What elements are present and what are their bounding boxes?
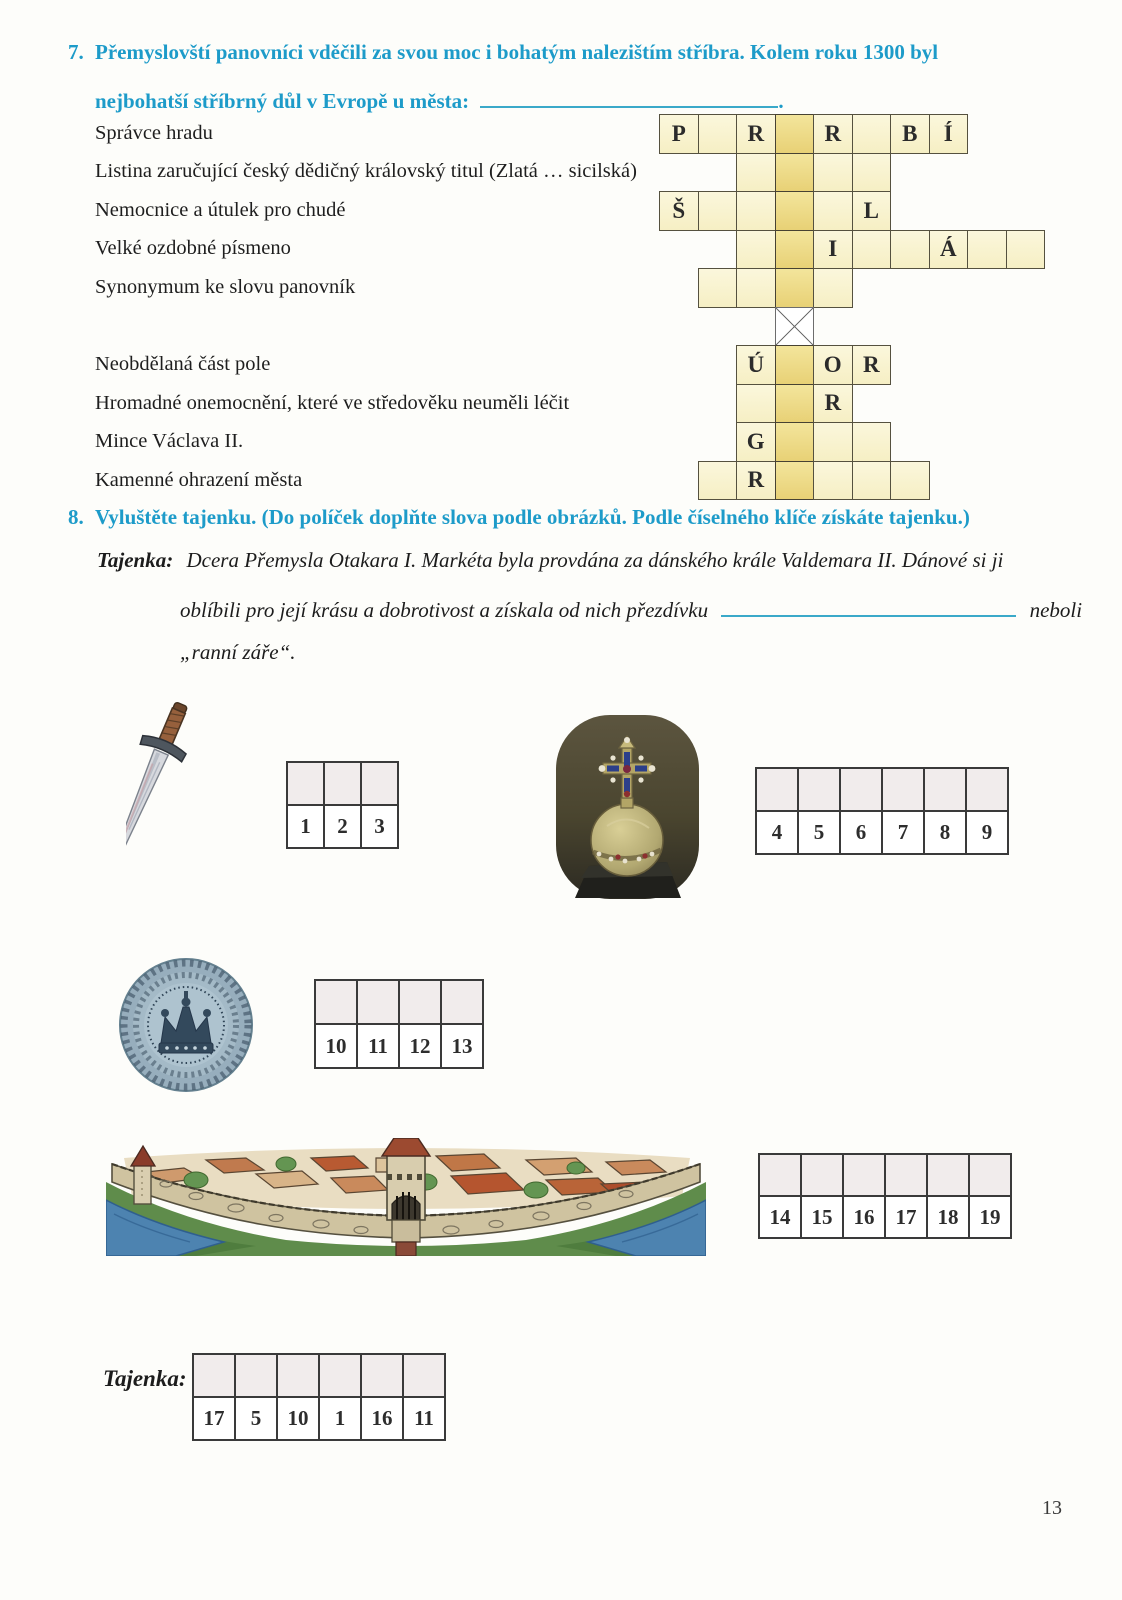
answer-letter-cell [797,767,841,812]
answer-letter-cell [881,767,925,812]
clue-listina: Listina zaručující český dědičný královský titul (Zlatá … sicilská) [95,160,637,182]
clue-ohrazeni: Kamenné ohrazení města [95,469,303,491]
clue-pismeno: Velké ozdobné písmeno [95,237,291,259]
crossword-cell [736,384,776,424]
answer-letter-cell [318,1353,362,1398]
crossword-cell [736,153,776,193]
key-number-cell: 19 [968,1195,1012,1239]
crossword-cell [813,422,853,462]
answer-blank-nickname [721,594,1016,617]
crossword-solution-cell [775,230,815,270]
key-number-cell: 11 [402,1396,446,1441]
answer-letter-cell [234,1353,278,1398]
answer-letter-cell [314,979,358,1025]
crossword-solution-cell [775,191,815,231]
question-7-title-line1: Přemyslovští panovníci vděčili za svou moc i bohatým nalezištím stříbra. Kolem roku 1300 byl [95,40,939,64]
crossword-cell: Á [929,230,969,270]
crossword-blocked-cell [775,307,815,347]
answer-letter-cell [286,761,325,806]
key-number-cell: 1 [286,804,325,849]
tajenka-paragraph-line1 [97,548,1003,573]
crossword-cell [890,461,930,501]
key-number-cell: 16 [842,1195,886,1239]
answer-letter-cell [276,1353,320,1398]
answer-letter-cell [398,979,442,1025]
key-number-cell: 12 [398,1023,442,1069]
answer-letter-cell [758,1153,802,1197]
key-number-cell: 6 [839,810,883,855]
crossword-cell [698,114,738,154]
page-number: 13 [1042,1497,1062,1519]
crossword-cell: G [736,422,776,462]
crossword-solution-cell [775,114,815,154]
question-8-number: 8. [68,505,84,529]
answer-letter-cell [968,1153,1012,1197]
crossword-cell [852,153,892,193]
key-number-cell: 13 [440,1023,484,1069]
key-number-cell: 15 [800,1195,844,1239]
answer-letter-cell [360,1353,404,1398]
key-number-cell: 2 [323,804,362,849]
key-number-cell: 18 [926,1195,970,1239]
crossword-cell [852,230,892,270]
tajenka-bottom-label: Tajenka: [103,1366,187,1391]
period: . [778,89,784,113]
crossword-cell [1006,230,1046,270]
key-number-cell: 5 [797,810,841,855]
royal-orb-photo [555,714,700,900]
key-number-cell: 11 [356,1023,400,1069]
crossword-solution-cell [775,384,815,424]
key-number-cell: 16 [360,1396,404,1441]
crossword-cell [813,268,853,308]
crossword-cell: Ú [736,345,776,385]
town-walls-illustration [106,1138,706,1256]
answer-letter-cell [755,767,799,812]
answer-letter-cell [965,767,1009,812]
crossword-grid [659,114,1045,500]
tajenka-paragraph-line2 [180,594,1082,623]
key-number-cell: 14 [758,1195,802,1239]
key-number-cell: 7 [881,810,925,855]
crossword-cell: Š [659,191,699,231]
crossword-solution-cell [775,153,815,193]
key-number-cell: 17 [192,1396,236,1441]
key-number-cell: 8 [923,810,967,855]
crossword-cell: P [659,114,699,154]
tajenka-text-2: oblíbili pro její krásu a dobrotivost a získala od nich přezdívku [180,598,709,622]
answer-strip-14-19 [758,1153,1012,1239]
crossword-cell: R [736,114,776,154]
crossword-cell [736,191,776,231]
tajenka-paragraph-line3: „ranní záře“. [180,640,296,664]
answer-strip-4-9 [755,767,1009,855]
prague-groschen-coin-photo [115,955,258,1095]
question-8-title: Vyluštěte tajenku. (Do políček doplňte slova podle obrázků. Podle číselného klíče získáte tajenku.) [95,505,970,529]
answer-letter-cell [923,767,967,812]
answer-strip-1-3 [286,761,399,849]
answer-letter-cell [842,1153,886,1197]
key-number-cell: 5 [234,1396,278,1441]
answer-letter-cell [440,979,484,1025]
crossword-cell: B [890,114,930,154]
crossword-cell: R [813,114,853,154]
answer-letter-cell [839,767,883,812]
crossword-cell: L [852,191,892,231]
answer-letter-cell [800,1153,844,1197]
question-7-prompt: nejbohatší stříbrný důl v Evropě u města: [95,89,470,113]
key-number-cell: 1 [318,1396,362,1441]
crossword-cell [852,114,892,154]
clue-mince: Mince Václava II. [95,430,244,452]
tajenka-text-1: Dcera Přemysla Otakara I. Markéta byla provdána za dánského krále Valdemara II. Dánové si ji [186,548,1004,572]
key-number-cell: 10 [314,1023,358,1069]
crossword-cell [890,230,930,270]
answer-letter-cell [356,979,400,1025]
crossword-cell: R [813,384,853,424]
crossword-cell [698,268,738,308]
clue-pole: Neobdělaná část pole [95,353,271,375]
crossword-cell [736,230,776,270]
crossword-cell: Í [929,114,969,154]
crossword-cell: R [852,345,892,385]
answer-letter-cell [884,1153,928,1197]
key-number-cell: 4 [755,810,799,855]
crossword-solution-cell [775,268,815,308]
crossword-solution-cell [775,461,815,501]
crossword-cell: I [813,230,853,270]
crossword-cell [813,191,853,231]
tajenka-strip [192,1353,446,1441]
key-number-cell: 3 [360,804,399,849]
question-7-title-line2 [95,85,784,114]
crossword-cell: O [813,345,853,385]
tajenka-text-neboli: neboli [1029,598,1083,622]
key-number-cell: 17 [884,1195,928,1239]
crossword-cell [698,461,738,501]
crossword-cell [967,230,1007,270]
crossword-solution-cell [775,422,815,462]
crossword-cell [813,153,853,193]
clue-nemocnice: Nemocnice a útulek pro chudé [95,199,346,221]
answer-letter-cell [360,761,399,806]
clue-panovnik: Synonymum ke slovu panovník [95,276,356,298]
answer-letter-cell [323,761,362,806]
answer-letter-cell [926,1153,970,1197]
question-7-number: 7. [68,40,84,64]
crossword-cell [736,268,776,308]
crossword-solution-cell [775,345,815,385]
tajenka-label: Tajenka: [97,548,174,572]
answer-letter-cell [192,1353,236,1398]
answer-blank-city [480,85,778,108]
crossword-cell [852,461,892,501]
key-number-cell: 10 [276,1396,320,1441]
crossword-cell [813,461,853,501]
crossword-cell [852,422,892,462]
clue-spravce-hradu: Správce hradu [95,122,213,144]
answer-strip-10-13 [314,979,484,1069]
answer-letter-cell [402,1353,446,1398]
medieval-sword-illustration [126,698,276,903]
key-number-cell: 9 [965,810,1009,855]
clue-onemocneni: Hromadné onemocnění, které ve středověku neuměli léčit [95,392,570,414]
crossword-cell: R [736,461,776,501]
crossword-cell [698,191,738,231]
